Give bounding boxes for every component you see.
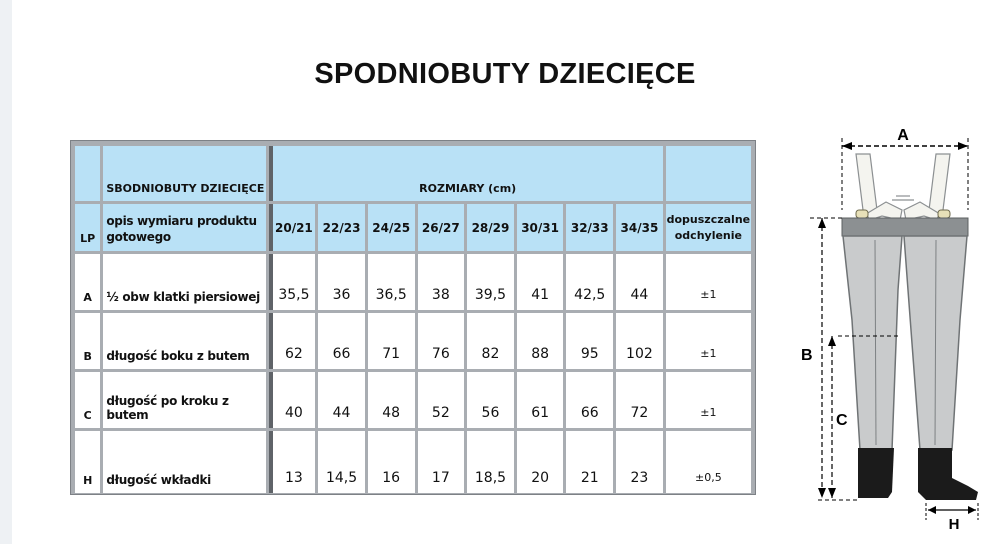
row-value: 13 (269, 431, 316, 493)
header-tolerance: dopuszczalne odchylenie (666, 204, 751, 251)
left-edge-strip (0, 0, 12, 544)
dimension-b (801, 218, 844, 498)
row-value: 14,5 (318, 431, 365, 493)
row-value: 72 (616, 372, 663, 428)
header-size: 22/23 (318, 204, 365, 251)
row-tolerance: ±1 (666, 313, 751, 369)
row-value: 62 (269, 313, 316, 369)
row-value: 95 (566, 313, 613, 369)
header-product-name: SBODNIOBUTY DZIECIĘCE (103, 146, 265, 201)
row-value: 36,5 (368, 254, 415, 310)
header-size: 28/29 (467, 204, 514, 251)
table-row (75, 254, 751, 310)
row-value: 82 (467, 313, 514, 369)
row-value: 66 (318, 313, 365, 369)
header-lp: LP (75, 204, 100, 251)
row-tolerance: ±1 (666, 372, 751, 428)
size-table (72, 143, 754, 496)
row-tolerance: ±0,5 (666, 431, 751, 493)
table-row (75, 431, 751, 493)
row-value: 21 (566, 431, 613, 493)
row-value: 18,5 (467, 431, 514, 493)
row-value: 39,5 (467, 254, 514, 310)
table-row (75, 313, 751, 369)
row-value: 44 (318, 372, 365, 428)
header-tolerance-top (666, 146, 751, 201)
row-value: 44 (616, 254, 663, 310)
row-tolerance: ±1 (666, 254, 751, 310)
waders-diagram (800, 120, 996, 535)
legs (843, 236, 967, 450)
row-description: długość wkładki (103, 431, 265, 493)
row-lp: H (75, 431, 100, 493)
header-lp-top (75, 146, 100, 201)
row-value: 35,5 (269, 254, 316, 310)
label-h: H (948, 516, 960, 533)
row-value: 61 (517, 372, 564, 428)
row-value: 41 (517, 254, 564, 310)
row-lp: C (75, 372, 100, 428)
header-size: 20/21 (269, 204, 316, 251)
row-description: długość boku z butem (103, 313, 265, 369)
row-value: 102 (616, 313, 663, 369)
waist-band (842, 218, 968, 236)
table-row (75, 372, 751, 428)
row-value: 88 (517, 313, 564, 369)
dimension-h (926, 503, 978, 533)
row-lp: B (75, 313, 100, 369)
label-a: A (897, 127, 909, 144)
row-value: 66 (566, 372, 613, 428)
header-size: 34/35 (616, 204, 663, 251)
header-size: 32/33 (566, 204, 613, 251)
row-description: długość po kroku z butem (103, 372, 265, 428)
header-size: 30/31 (517, 204, 564, 251)
header-row-2 (75, 204, 751, 251)
row-value: 76 (418, 313, 465, 369)
row-value: 16 (368, 431, 415, 493)
boots (858, 448, 978, 500)
header-sizes-heading: ROZMIARY (cm) (269, 146, 663, 201)
header-size: 26/27 (418, 204, 465, 251)
row-lp: A (75, 254, 100, 310)
header-row-1 (75, 146, 751, 201)
row-value: 71 (368, 313, 415, 369)
row-value: 40 (269, 372, 316, 428)
row-value: 38 (418, 254, 465, 310)
suspenders (856, 154, 950, 220)
header-description: opis wymiaru produktu gotowego (103, 204, 265, 251)
label-c: C (836, 412, 848, 429)
row-value: 42,5 (566, 254, 613, 310)
row-value: 36 (318, 254, 365, 310)
row-value: 52 (418, 372, 465, 428)
row-value: 56 (467, 372, 514, 428)
row-description: ½ obw klatki piersiowej (103, 254, 265, 310)
row-value: 23 (616, 431, 663, 493)
header-size: 24/25 (368, 204, 415, 251)
row-value: 48 (368, 372, 415, 428)
page-title: SPODNIOBUTY DZIECIĘCE (314, 58, 696, 90)
label-b: B (801, 347, 813, 364)
row-value: 20 (517, 431, 564, 493)
row-value: 17 (418, 431, 465, 493)
